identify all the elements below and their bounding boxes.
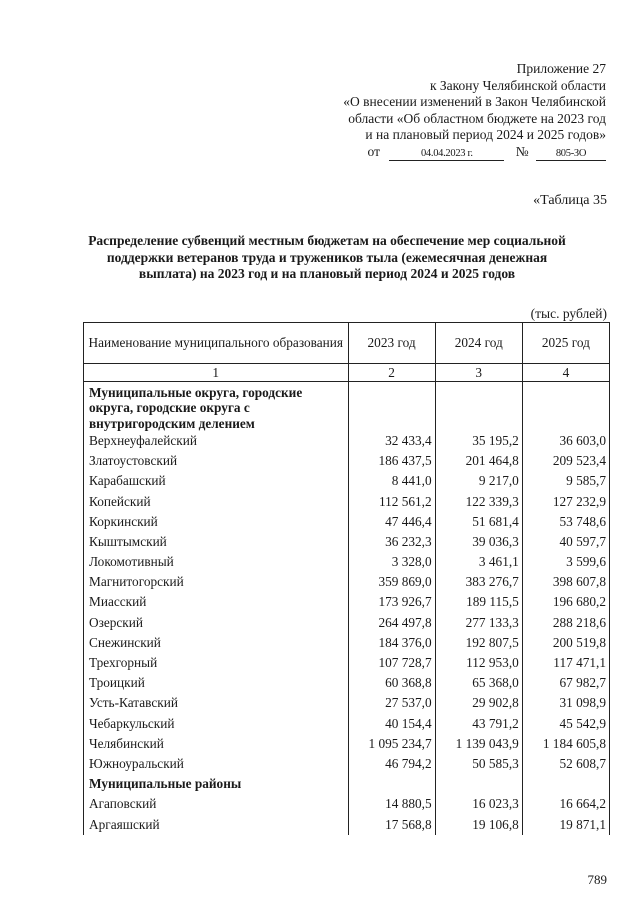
value-2024: 35 195,2 <box>435 431 522 451</box>
value-2024: 43 791,2 <box>435 714 522 734</box>
table-row <box>84 431 610 451</box>
value-2023: 184 376,0 <box>348 633 435 653</box>
table-row <box>84 794 610 814</box>
header-line: «О внесении изменений в Закон Челябинской <box>343 94 606 110</box>
table-row <box>84 512 610 532</box>
value-2023: 27 537,0 <box>348 693 435 713</box>
value-2023: 14 880,5 <box>348 794 435 814</box>
section-heading-row <box>84 382 610 431</box>
law-date: 04.04.2023 г. <box>389 147 504 161</box>
header-line: и на плановый период 2024 и 2025 годов» <box>365 127 606 143</box>
value-2023: 3 328,0 <box>348 552 435 572</box>
header-2024: 2024 год <box>435 323 522 364</box>
section-title: Муниципальные округа, городские округа, городские округа с внутригородским делением <box>84 382 349 431</box>
table-row <box>84 814 610 834</box>
value-2023: 359 869,0 <box>348 572 435 592</box>
law-number: 805-ЗО <box>536 147 606 161</box>
table-row <box>84 734 610 754</box>
appendix-header <box>280 61 606 161</box>
column-number: 4 <box>522 364 609 382</box>
table-row <box>84 572 610 592</box>
column-number-row <box>84 364 610 382</box>
value-2025: 40 597,7 <box>522 532 609 552</box>
municipality-name: Челябинский <box>84 734 349 754</box>
value-2023: 46 794,2 <box>348 754 435 774</box>
municipality-name: Усть-Катавский <box>84 693 349 713</box>
municipality-name: Чебаркульский <box>84 714 349 734</box>
municipality-name: Агаповский <box>84 794 349 814</box>
value-2024: 16 023,3 <box>435 794 522 814</box>
table-row <box>84 471 610 491</box>
document-title: Распределение субвенций местным бюджетам на обеспечение мер социальной поддержки ветеранов труда и тружеников тыла (ежемесячная денежная выплата) на 2023 год и на плановый период 2024 и 2025 годов <box>88 233 566 281</box>
section-heading-row <box>84 774 610 794</box>
value-2024: 39 036,3 <box>435 532 522 552</box>
municipality-name: Верхнеуфалейский <box>84 431 349 451</box>
table-row <box>84 693 610 713</box>
table-row <box>84 714 610 734</box>
municipality-name: Миасский <box>84 592 349 612</box>
value-2025: 209 523,4 <box>522 451 609 471</box>
value-2025: 19 871,1 <box>522 814 609 834</box>
municipality-name: Озерский <box>84 613 349 633</box>
municipality-name: Троицкий <box>84 673 349 693</box>
table-row <box>84 592 610 612</box>
units-label: (тыс. рублей) <box>530 306 607 321</box>
value-2024: 51 681,4 <box>435 512 522 532</box>
value-2025: 127 232,9 <box>522 491 609 511</box>
value-2025: 53 748,6 <box>522 512 609 532</box>
municipality-name: Копейский <box>84 491 349 511</box>
value-2025: 67 982,7 <box>522 673 609 693</box>
value-2023: 47 446,4 <box>348 512 435 532</box>
value-2025: 117 471,1 <box>522 653 609 673</box>
value-2025: 1 184 605,8 <box>522 734 609 754</box>
section-title: Муниципальные районы <box>84 774 349 794</box>
table-row <box>84 754 610 774</box>
value-2025: 196 680,2 <box>522 592 609 612</box>
header-2025: 2025 год <box>522 323 609 364</box>
municipality-name: Снежинский <box>84 633 349 653</box>
table-row <box>84 653 610 673</box>
value-2024: 29 902,8 <box>435 693 522 713</box>
value-2025: 200 519,8 <box>522 633 609 653</box>
value-2023: 173 926,7 <box>348 592 435 612</box>
value-2025: 52 608,7 <box>522 754 609 774</box>
value-2023: 1 095 234,7 <box>348 734 435 754</box>
header-municipality: Наименование муниципального образования <box>84 323 349 364</box>
value-2025: 3 599,6 <box>522 552 609 572</box>
header-line: Приложение 27 <box>516 61 606 76</box>
value-2024: 189 115,5 <box>435 592 522 612</box>
value-2023: 264 497,8 <box>348 613 435 633</box>
value-2023: 17 568,8 <box>348 814 435 834</box>
value-2025: 16 664,2 <box>522 794 609 814</box>
table-row <box>84 532 610 552</box>
table-row <box>84 451 610 471</box>
value-2025: 45 542,9 <box>522 714 609 734</box>
value-2024: 50 585,3 <box>435 754 522 774</box>
value-2023: 8 441,0 <box>348 471 435 491</box>
number-label: № <box>515 143 529 159</box>
subventions-table <box>83 322 610 835</box>
value-2023: 186 437,5 <box>348 451 435 471</box>
value-2024: 277 133,3 <box>435 613 522 633</box>
law-reference-line <box>280 144 606 161</box>
value-2024: 9 217,0 <box>435 471 522 491</box>
value-2025: 398 607,8 <box>522 572 609 592</box>
column-number: 1 <box>84 364 349 382</box>
value-2024: 112 953,0 <box>435 653 522 673</box>
from-label: от <box>367 143 380 159</box>
municipality-name: Коркинский <box>84 512 349 532</box>
value-2025: 31 098,9 <box>522 693 609 713</box>
value-2024: 3 461,1 <box>435 552 522 572</box>
value-2023: 40 154,4 <box>348 714 435 734</box>
value-2025: 288 218,6 <box>522 613 609 633</box>
table-header-row <box>84 323 610 364</box>
value-2023: 107 728,7 <box>348 653 435 673</box>
table-row <box>84 673 610 693</box>
value-2024: 19 106,8 <box>435 814 522 834</box>
header-line: к Закону Челябинской области <box>429 77 606 93</box>
table-row <box>84 633 610 653</box>
value-2023: 112 561,2 <box>348 491 435 511</box>
value-2025: 36 603,0 <box>522 431 609 451</box>
table-row <box>84 552 610 572</box>
value-2025: 9 585,7 <box>522 471 609 491</box>
value-2023: 36 232,3 <box>348 532 435 552</box>
value-2024: 65 368,0 <box>435 673 522 693</box>
municipality-name: Карабашский <box>84 471 349 491</box>
value-2024: 1 139 043,9 <box>435 734 522 754</box>
value-2023: 32 433,4 <box>348 431 435 451</box>
table-row <box>84 491 610 511</box>
table-row <box>84 613 610 633</box>
table-reference: «Таблица 35 <box>533 193 607 208</box>
column-number: 3 <box>435 364 522 382</box>
value-2023: 60 368,8 <box>348 673 435 693</box>
municipality-name: Кыштымский <box>84 532 349 552</box>
value-2024: 192 807,5 <box>435 633 522 653</box>
header-2023: 2023 год <box>348 323 435 364</box>
municipality-name: Трехгорный <box>84 653 349 673</box>
header-line: области «Об областном бюджете на 2023 год <box>348 110 606 126</box>
value-2024: 201 464,8 <box>435 451 522 471</box>
value-2024: 122 339,3 <box>435 491 522 511</box>
column-number: 2 <box>348 364 435 382</box>
municipality-name: Аргаяшский <box>84 814 349 834</box>
page-number: 789 <box>587 872 607 887</box>
value-2024: 383 276,7 <box>435 572 522 592</box>
municipality-name: Южноуральский <box>84 754 349 774</box>
municipality-name: Локомотивный <box>84 552 349 572</box>
municipality-name: Магнитогорский <box>84 572 349 592</box>
municipality-name: Златоустовский <box>84 451 349 471</box>
